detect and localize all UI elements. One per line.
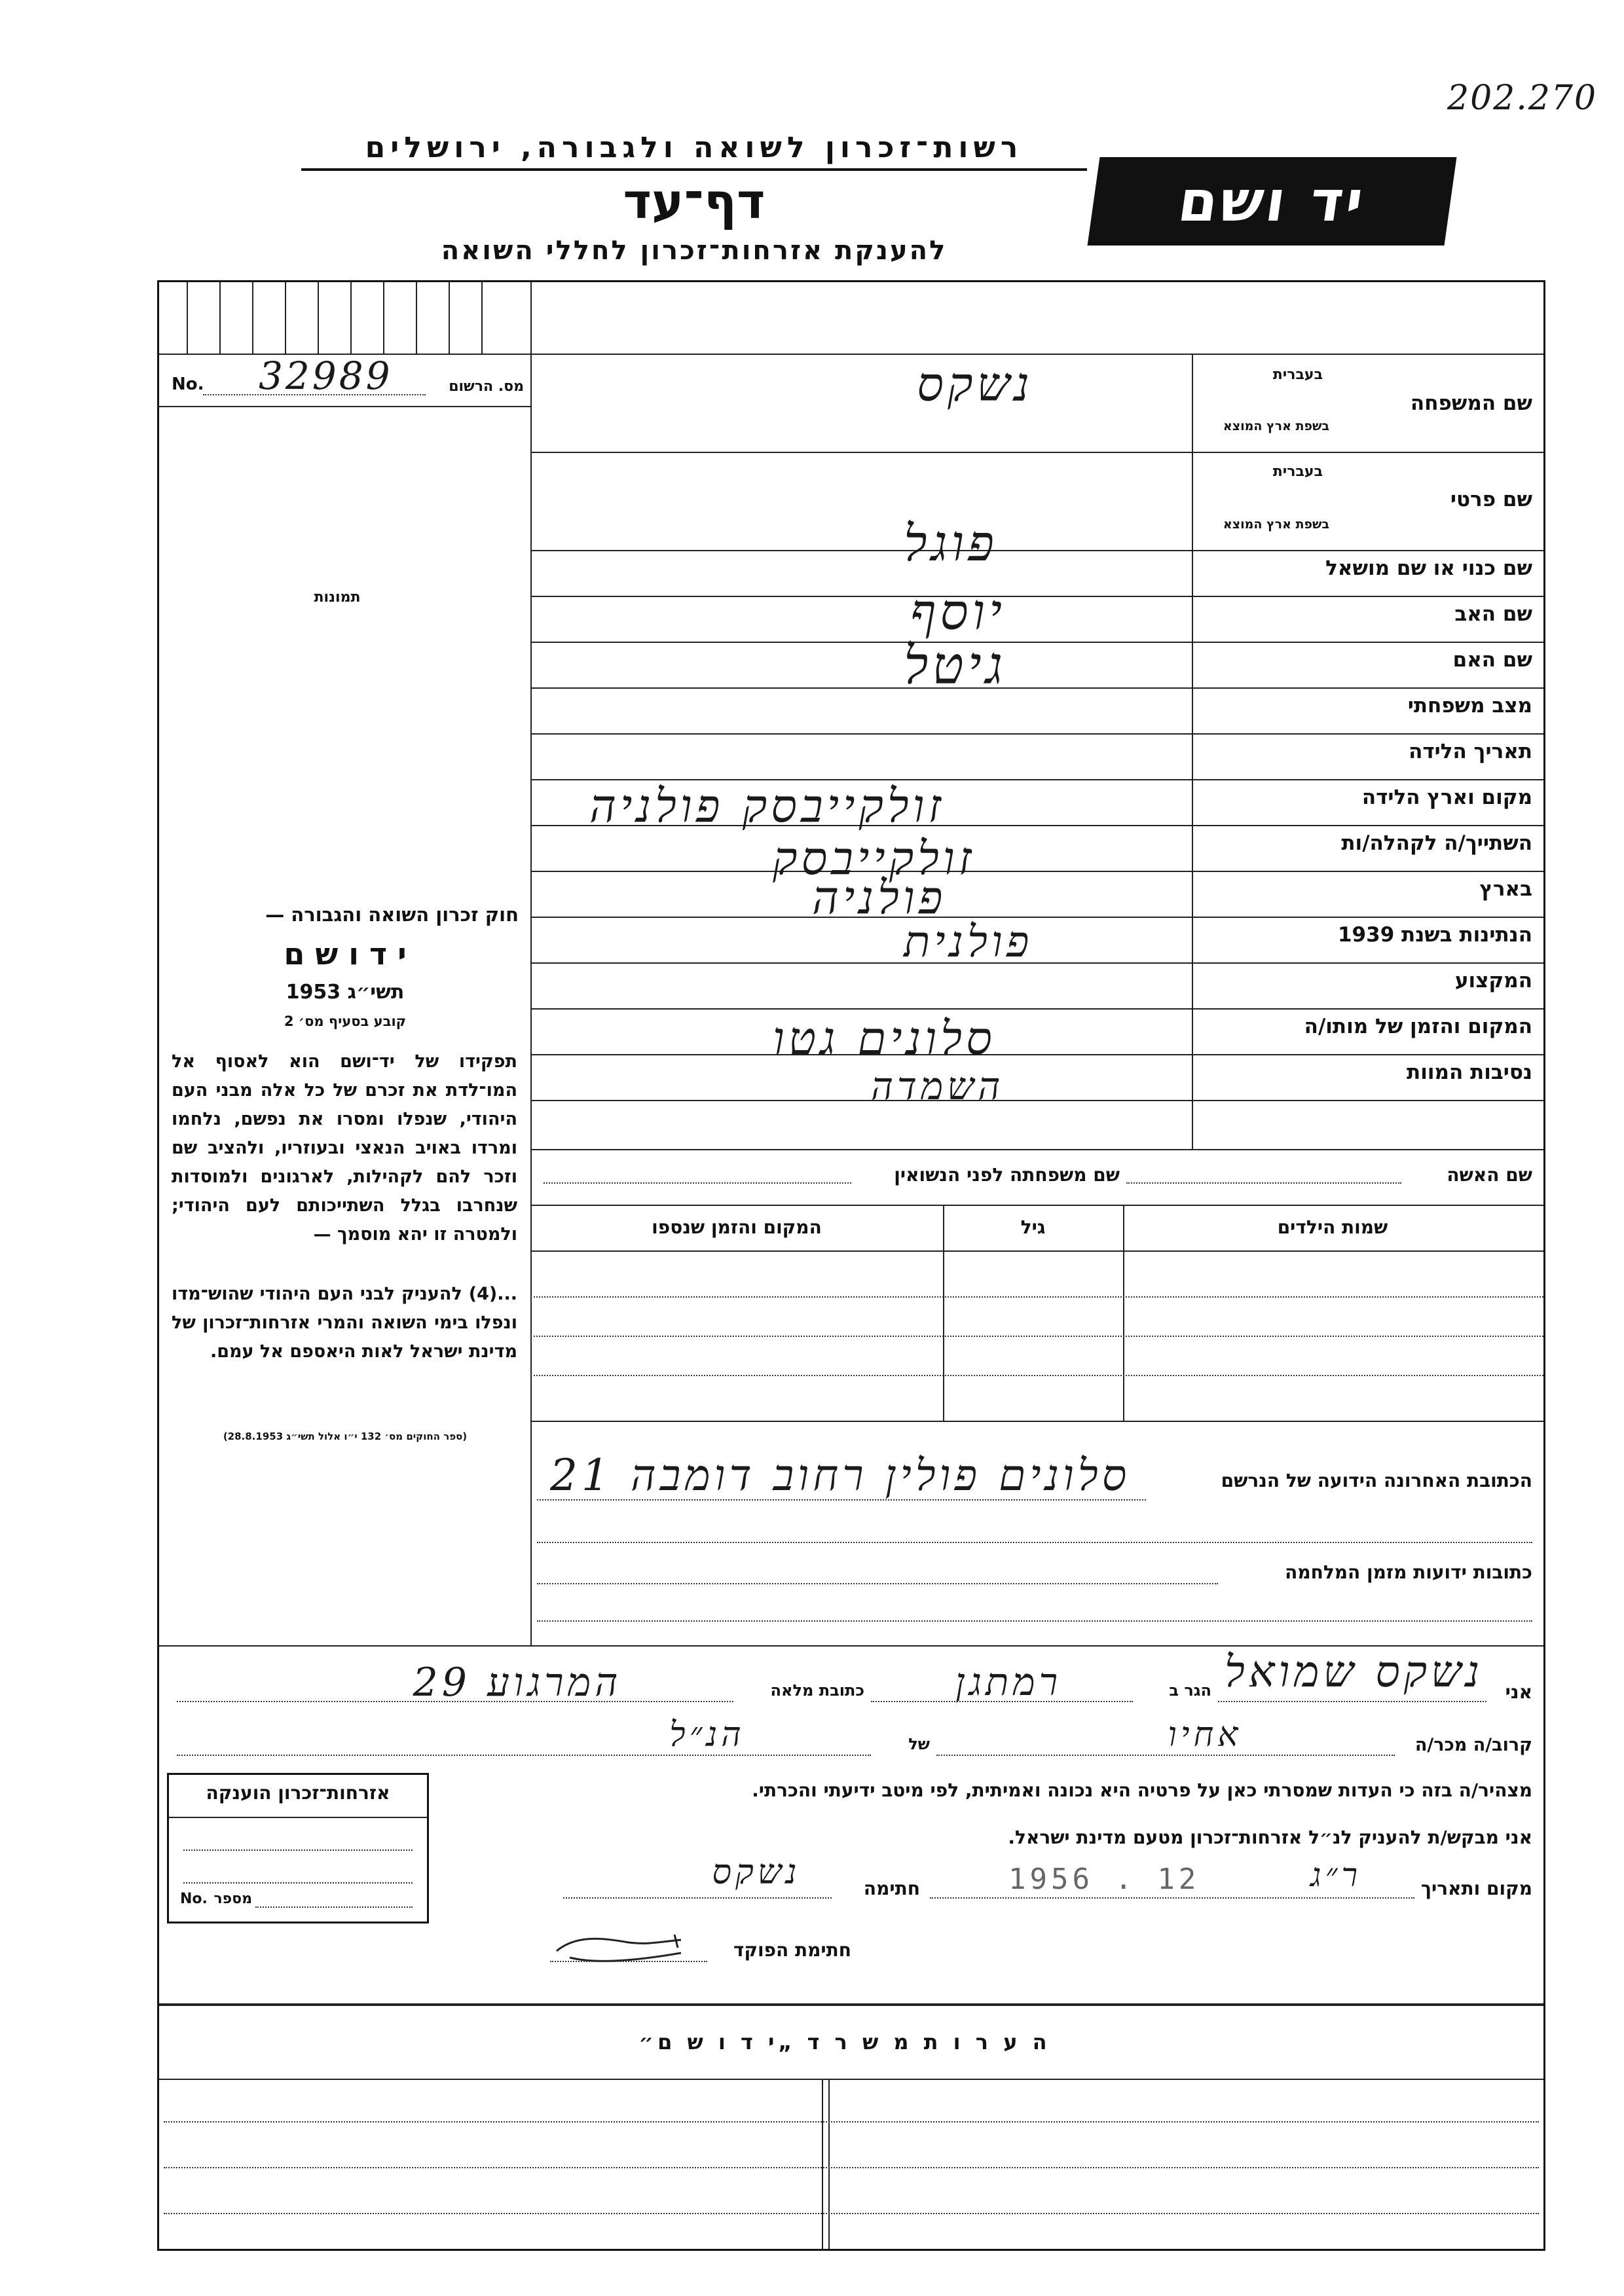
registration-no-value: 32989 [259,354,393,398]
page-subtitle: להענקת אזרחות־זכרון לחללי השואה [441,236,948,266]
death-circumstances-label: נסיבות המוות [1407,1061,1532,1084]
birth-date-label: תאריך הלידה [1409,740,1532,763]
office-notes-title: ה ע ר ו ת מ ש ר ד „י ד ו ש ם״ [638,2030,1051,2054]
granted-box-no-label-he: מספר [213,1891,252,1907]
wife-name-label: שם האשה [1447,1164,1532,1186]
mother-name-value: גיטל [904,635,1007,696]
profession-label: המקצוע [1454,969,1532,993]
full-address-label: כתובת מלאה [770,1681,864,1700]
family-name-origin-label: בשפת ארץ המוצא [1223,419,1329,433]
place-value: ר״ג [1310,1856,1362,1894]
law-clause: קובע בסעיף מס׳ 2 [284,1013,407,1029]
death-place-value: סלונים גטו [773,1011,996,1065]
marital-status-label: מצב משפחתי [1407,694,1532,718]
request-text: אני מבקש/ת להעניק לנ״ל אזרחות־זכרון מטעם מדינת ישראל. [1008,1827,1532,1848]
mother-name-label: שם האם [1452,648,1532,672]
logo-text: יד ושם [1174,168,1370,234]
birth-place-value: זולקייבסק פולניה [589,779,946,833]
community-label: השתייך/ה לקהלה/ות [1341,831,1532,855]
declarant-address-value: המרגוע 29 [413,1660,622,1705]
officer-signature-label: חתימת הפוקד [733,1939,851,1961]
granted-box-title: אזרחות־זכרון הוענקה [206,1782,390,1804]
family-name-label: שם המשפחה [1410,392,1532,415]
yad-vashem-logo [1088,157,1457,246]
citizenship-value: פולנית [904,917,1033,967]
authority-line: רשות־זכרון לשואה ולגבורה, ירושלים [301,131,1087,171]
law-source: (ספר החוקים מס׳ 132 י״ו אלול תשי״ג 28.8.1953) [223,1430,468,1442]
family-name-hebrew-label: בעברית [1272,367,1323,383]
registration-label: מס. הרשום [449,378,524,395]
of-label: של [908,1735,930,1753]
photo-label: תמונות [314,589,361,606]
law-paragraph-1: תפקידו של יד־ושם הוא לאסוף אל המו־לדת את זכרם של כל אלה מבני העם היהודי, שנפלו ומסרו את נפשם, נלחמו ומרדו באויב הנאצי ובעוזריו, ולהציב שם וזכר להם לקהילות, לארגונים ולמוסדות שנחרבו בגלל השתייכותם לעם היהודי; ולמטרה זו יהא מוסמך — [172,1051,517,1245]
relation-value: אחיו [1168,1715,1242,1755]
community-value: זולקייבסק [773,831,976,885]
father-name-value: יוסף [910,583,1006,641]
registration-no-label: No. [172,374,204,394]
declarant-city-value: רמתגן [955,1660,1062,1704]
law-name: י ד ו ש ם [284,936,407,972]
death-place-label: המקום והזמן של מותו/ה [1304,1015,1532,1038]
birth-place-label: מקום וארץ הלידה [1361,786,1532,809]
first-name-value: פוגל [904,514,998,572]
death-circumstances-value: השמדה [871,1064,1005,1108]
wartime-address-label: כתובות ידועות מזמן המלחמה [1285,1561,1532,1583]
registry-number-corner: 202.270 [1447,79,1598,118]
declarant-name-value: נשקס שמואל [1225,1647,1484,1697]
children-names-header: שמות הילדים [1277,1216,1388,1238]
signature-value: נשקס [712,1853,801,1892]
first-name-label: שם פרטי [1450,488,1532,511]
declarant-i-label: אני [1505,1681,1532,1703]
relative-label: קרוב/ה מכר/ה [1414,1735,1532,1755]
citizenship-label: הנתינות בשנת 1939 [1337,923,1532,947]
place-date-label: מקום ותאריך [1420,1878,1532,1899]
date-value: 1956 . 12 [1008,1863,1200,1896]
signature-label: חתימה [863,1878,920,1899]
maiden-name-label: שם משפחתה לפני הנשואין [894,1164,1120,1186]
page-title: דף־עד [623,173,766,230]
law-year: תשי״ג 1953 [286,981,405,1004]
law-title: חוק זכרון השואה והגבורה — [265,903,519,926]
declaration-text: מצהיר/ה בזה כי העדות שמסרתי כאן על פרטיה היא נכונה ואמיתית, לפי מיטב ידיעתי והכרתי. [752,1779,1532,1801]
country-label: בארץ [1479,877,1532,901]
nickname-label: שם כנוי או שם מושאל [1325,556,1532,580]
children-fate-header: המקום והזמן שנספו [652,1216,822,1238]
resides-in-label: הגר ב [1169,1681,1211,1700]
children-age-header: גיל [1020,1216,1046,1238]
father-name-label: שם האב [1454,602,1532,626]
last-address-label: הכתובת האחרונה הידועה של הנרשם [1221,1470,1532,1491]
of-value: הנ״ל [669,1715,745,1755]
granted-box-no-label: No. [180,1891,208,1907]
family-name-value: נשקס [917,357,1033,412]
country-value: פולניה [812,871,947,924]
first-name-hebrew-label: בעברית [1272,464,1323,480]
first-name-origin-label: בשפת ארץ המוצא [1223,517,1329,532]
last-address-value: סלונים פולין רחוב דומבה 21 [550,1450,1131,1501]
law-paragraph-2: ...(4) להעניק לבני העם היהודי שהוש־מדו ונפלו בימי השואה והמרי אזרחות־זכרון של מדינת ישראל לאות היאספם אל עמם. [172,1284,517,1362]
